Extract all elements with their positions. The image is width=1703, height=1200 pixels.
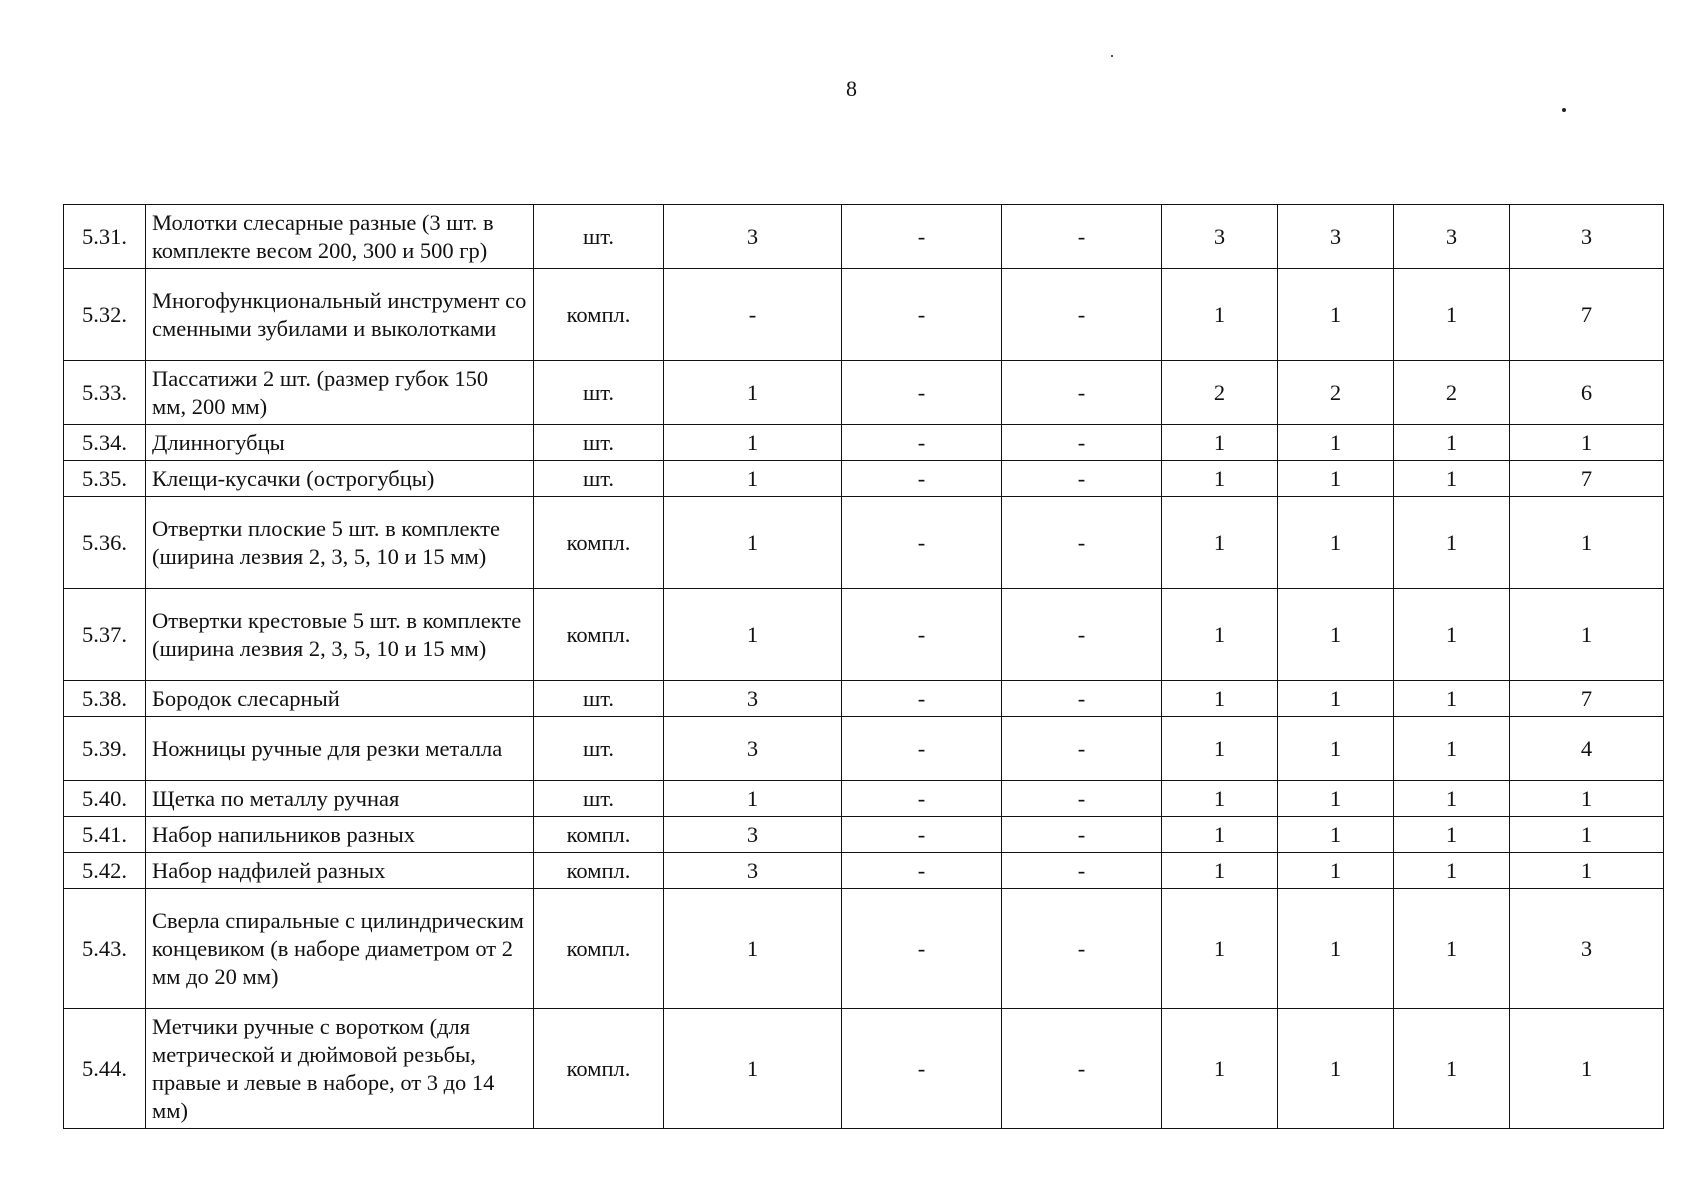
item-unit: компл. [534,1009,664,1129]
value-cell: 3 [664,205,842,269]
item-name: Длинногубцы [146,425,534,461]
value-cell: 1 [1278,681,1394,717]
value-cell: 1 [1278,589,1394,681]
value-cell: 1 [1510,817,1664,853]
value-cell: 2 [1394,361,1510,425]
value-cell: 2 [1278,361,1394,425]
value-cell: 1 [1162,781,1278,817]
table-row [64,717,1664,781]
value-cell: 1 [1162,717,1278,781]
row-number: 5.39. [64,717,146,781]
value-cell: - [1002,817,1162,853]
value-cell: 1 [1394,853,1510,889]
value-cell: 1 [1394,461,1510,497]
row-number: 5.35. [64,461,146,497]
value-cell: 3 [1510,889,1664,1009]
row-number: 5.36. [64,497,146,589]
value-cell: 1 [1394,1009,1510,1129]
value-cell: 1 [1394,269,1510,361]
value-cell: 1 [1510,589,1664,681]
item-name: Щетка по металлу ручная [146,781,534,817]
item-name: Метчики ручные с воротком (для метрической и дюймовой резьбы, правые и левые в наборе, от 3 до 14 мм) [146,1009,534,1129]
value-cell: 1 [664,425,842,461]
value-cell: - [842,853,1002,889]
value-cell: 1 [1162,425,1278,461]
value-cell: - [842,461,1002,497]
value-cell: 1 [1394,589,1510,681]
value-cell: 1 [1394,681,1510,717]
item-unit: компл. [534,889,664,1009]
table-row [64,269,1664,361]
value-cell: - [1002,589,1162,681]
value-cell: - [842,425,1002,461]
value-cell: 1 [664,889,842,1009]
value-cell: 2 [1162,361,1278,425]
item-name: Сверла спиральные с цилиндрическим концевиком (в наборе диаметром от 2 мм до 20 мм) [146,889,534,1009]
value-cell: - [842,1009,1002,1129]
value-cell: 3 [664,853,842,889]
item-unit: компл. [534,817,664,853]
value-cell: 1 [1510,497,1664,589]
value-cell: - [842,497,1002,589]
item-unit: шт. [534,361,664,425]
value-cell: 1 [1394,425,1510,461]
row-number: 5.38. [64,681,146,717]
value-cell: 1 [1162,269,1278,361]
row-number: 5.43. [64,889,146,1009]
value-cell: 1 [1278,781,1394,817]
value-cell: - [842,589,1002,681]
value-cell: 3 [1278,205,1394,269]
value-cell: 1 [1278,497,1394,589]
value-cell: - [1002,461,1162,497]
value-cell: - [842,717,1002,781]
item-unit: компл. [534,853,664,889]
item-name: Многофункциональный инструмент со сменными зубилами и выколотками [146,269,534,361]
scan-speck [1111,55,1113,57]
table-row [64,889,1664,1009]
value-cell: 3 [664,681,842,717]
value-cell: 1 [1394,889,1510,1009]
value-cell: - [842,269,1002,361]
value-cell: 3 [664,717,842,781]
item-unit: шт. [534,425,664,461]
value-cell: 1 [1394,817,1510,853]
value-cell: 1 [664,497,842,589]
value-cell: 1 [1162,889,1278,1009]
value-cell: 1 [1510,853,1664,889]
value-cell: - [1002,781,1162,817]
value-cell: 7 [1510,461,1664,497]
value-cell: 1 [1162,461,1278,497]
value-cell: 1 [1278,1009,1394,1129]
value-cell: - [664,269,842,361]
item-unit: шт. [534,781,664,817]
row-number: 5.31. [64,205,146,269]
item-unit: компл. [534,497,664,589]
value-cell: - [1002,269,1162,361]
table-body [64,205,1664,1129]
table-row [64,205,1664,269]
row-number: 5.32. [64,269,146,361]
value-cell: 1 [1278,425,1394,461]
value-cell: 1 [1510,425,1664,461]
value-cell: 3 [1394,205,1510,269]
table-row [64,425,1664,461]
item-name: Бородок слесарный [146,681,534,717]
table-row [64,781,1664,817]
value-cell: 1 [1162,817,1278,853]
value-cell: 1 [1278,461,1394,497]
value-cell: 3 [1510,205,1664,269]
value-cell: 1 [1162,681,1278,717]
value-cell: 1 [1278,717,1394,781]
value-cell: 1 [664,589,842,681]
value-cell: - [842,361,1002,425]
table-row [64,589,1664,681]
value-cell: 1 [1162,1009,1278,1129]
value-cell: - [1002,361,1162,425]
value-cell: - [842,817,1002,853]
value-cell: 1 [1278,853,1394,889]
value-cell: 6 [1510,361,1664,425]
value-cell: 4 [1510,717,1664,781]
table-row [64,1009,1664,1129]
value-cell: - [1002,681,1162,717]
value-cell: 1 [664,461,842,497]
equipment-table [63,204,1664,1129]
row-number: 5.33. [64,361,146,425]
value-cell: 1 [1510,781,1664,817]
value-cell: - [1002,853,1162,889]
row-number: 5.40. [64,781,146,817]
value-cell: 1 [1162,853,1278,889]
value-cell: 1 [1394,497,1510,589]
value-cell: 1 [664,781,842,817]
row-number: 5.42. [64,853,146,889]
value-cell: - [1002,889,1162,1009]
value-cell: 1 [664,361,842,425]
table-row [64,681,1664,717]
value-cell: - [1002,205,1162,269]
item-name: Клещи-кусачки (острогубцы) [146,461,534,497]
item-unit: шт. [534,205,664,269]
table-row [64,461,1664,497]
value-cell: 1 [1394,717,1510,781]
value-cell: 1 [1278,817,1394,853]
item-unit: шт. [534,461,664,497]
row-number: 5.41. [64,817,146,853]
item-unit: компл. [534,269,664,361]
row-number: 5.37. [64,589,146,681]
item-name: Ножницы ручные для резки металла [146,717,534,781]
item-unit: компл. [534,589,664,681]
value-cell: 1 [1162,497,1278,589]
value-cell: - [842,681,1002,717]
item-name: Отвертки плоские 5 шт. в комплекте (ширина лезвия 2, 3, 5, 10 и 15 мм) [146,497,534,589]
value-cell: - [1002,497,1162,589]
page-number: 8 [846,76,857,101]
item-name: Набор напильников разных [146,817,534,853]
value-cell: - [1002,425,1162,461]
table-row [64,497,1664,589]
item-unit: шт. [534,681,664,717]
value-cell: 3 [664,817,842,853]
scan-speck [1562,108,1566,112]
value-cell: - [842,889,1002,1009]
value-cell: 3 [1162,205,1278,269]
value-cell: - [842,781,1002,817]
table-row [64,817,1664,853]
value-cell: 1 [664,1009,842,1129]
table-row [64,853,1664,889]
value-cell: 1 [1278,269,1394,361]
value-cell: 1 [1162,589,1278,681]
item-name: Молотки слесарные разные (3 шт. в комплекте весом 200, 300 и 500 гр) [146,205,534,269]
item-unit: шт. [534,717,664,781]
value-cell: 1 [1394,781,1510,817]
value-cell: - [1002,717,1162,781]
value-cell: 7 [1510,681,1664,717]
row-number: 5.34. [64,425,146,461]
value-cell: 1 [1278,889,1394,1009]
value-cell: 1 [1510,1009,1664,1129]
item-name: Отвертки крестовые 5 шт. в комплекте (ширина лезвия 2, 3, 5, 10 и 15 мм) [146,589,534,681]
value-cell: 7 [1510,269,1664,361]
value-cell: - [842,205,1002,269]
item-name: Набор надфилей разных [146,853,534,889]
table-row [64,361,1664,425]
item-name: Пассатижи 2 шт. (размер губок 150 мм, 200 мм) [146,361,534,425]
value-cell: - [1002,1009,1162,1129]
row-number: 5.44. [64,1009,146,1129]
